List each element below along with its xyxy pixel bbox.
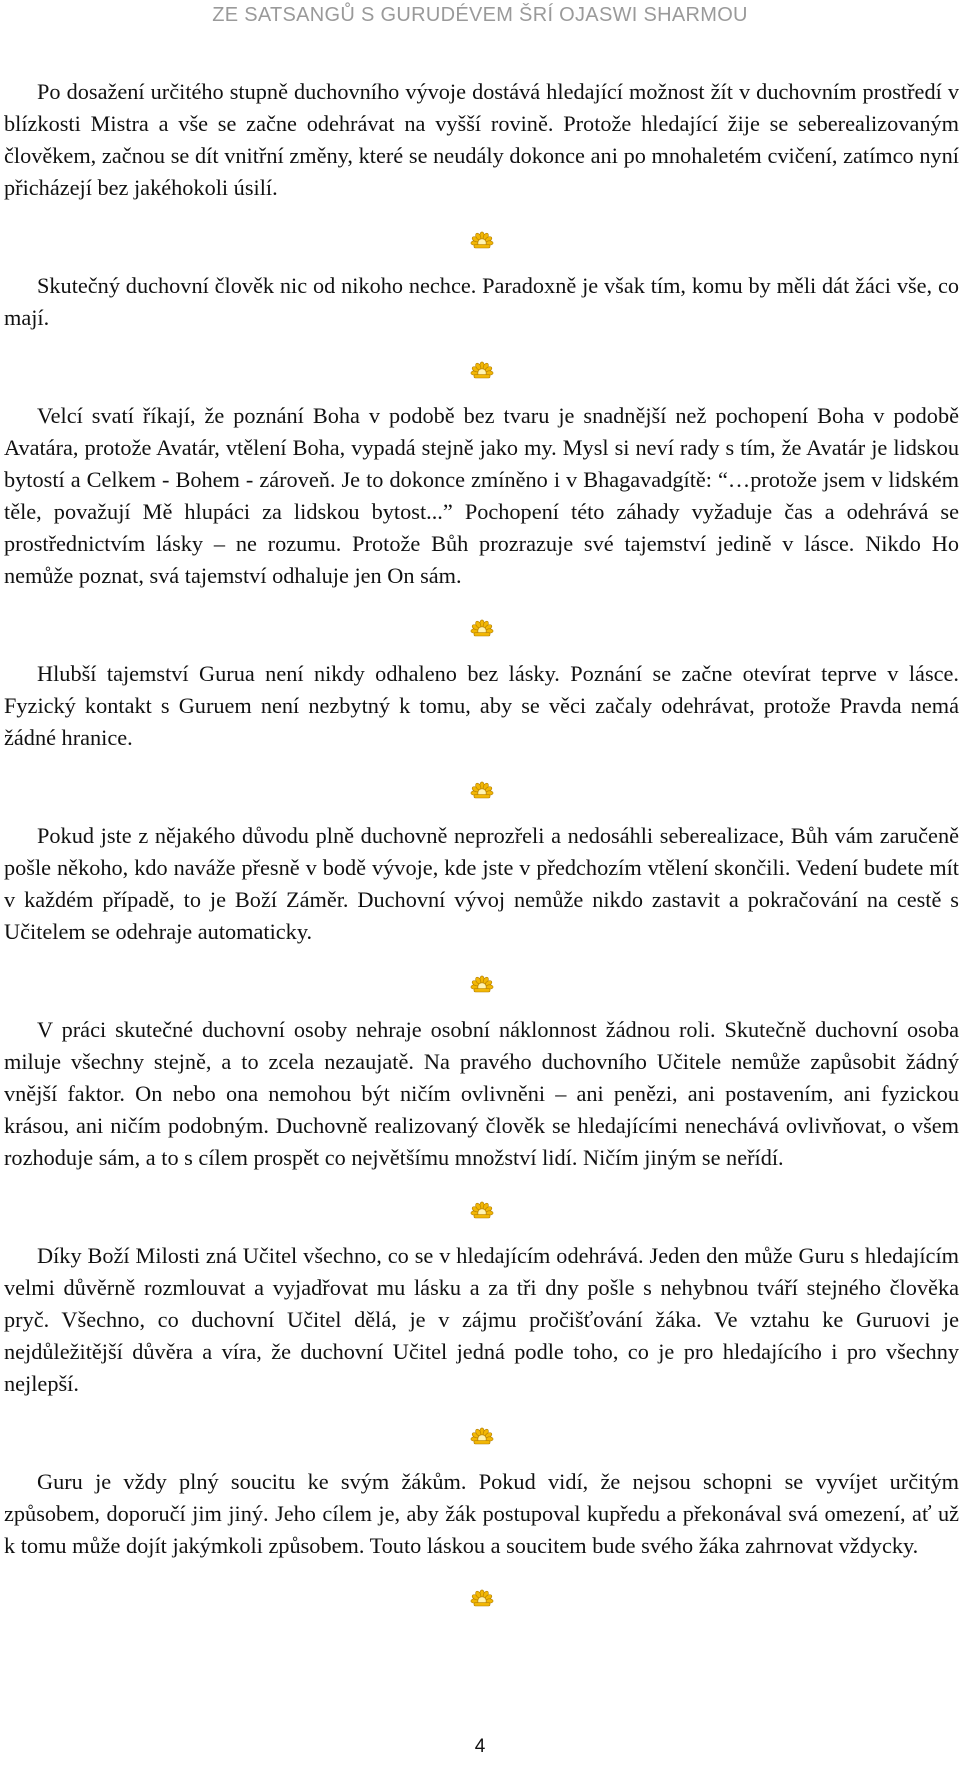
ornament-divider (4, 592, 959, 658)
lotus-sun-icon (467, 224, 497, 250)
ornament-divider (4, 1562, 959, 1628)
lotus-sun-icon (467, 1420, 497, 1446)
document-body (4, 76, 959, 1628)
ornament-divider (4, 1174, 959, 1240)
paragraph-5: Pokud jste z nějakého důvodu plně duchovně neprozřeli a nedosáhli seberealizace, Bůh vám zaručeně pošle někoho, kdo naváže přesně v bodě vývoje, kde jste v předchozím vtělení skončili. Vedení budete mít v každém případě, to je Boží Záměr. Duchovní vývoj nemůže nikdo zastavit a pokračování na cestě s Učitelem se odehraje automaticky. (4, 823, 959, 944)
lotus-sun-icon (467, 354, 497, 380)
paragraph-3: Velcí svatí říkají, že poznání Boha v podobě bez tvaru je snadnější než pochopení Boha v podobě Avatára, protože Avatár, vtělení Boha, vypadá stejně jako my. Mysl si neví rady s tím, že Avatár je lidskou bytostí a Celkem - Bohem - zároveň. Je to dokonce zmíněno i v Bhagavadgítě: “…protože jsem v lidském těle, považují Mě hlupáci za lidskou bytost...” Pochopení této záhady vyžaduje čas a odehrává se prostřednictvím lásky – ne rozumu. Protože Bůh prozrazuje své tajemství jedině v lásce. Nikdo Ho nemůže poznat, svá tajemství odhaluje jen On sám. (4, 403, 959, 588)
lotus-sun-icon (467, 612, 497, 638)
paragraph-4: Hlubší tajemství Gurua není nikdy odhaleno bez lásky. Poznání se začne otevírat teprve v lásce. Fyzický kontakt s Guruem není nezbytný k tomu, aby se věci začaly odehrávat, protože Pravda nemá žádné hranice. (4, 661, 959, 750)
paragraph-8: Guru je vždy plný soucitu ke svým žákům. Pokud vidí, že nejsou schopni se vyvíjet určitým způsobem, doporučí jim jiný. Jeho cílem je, aby žák postupoval kupředu a překonával svá omezení, ať už k tomu může dojít jakýmkoli způsobem. Touto láskou a soucitem bude svého žáka zahrnovat vždycky. (4, 1469, 959, 1558)
ornament-divider (4, 948, 959, 1014)
ornament-divider (4, 204, 959, 270)
running-header: ZE SATSANGŮ S GURUDÉVEM ŠRÍ OJASWI SHARMOU (212, 4, 748, 26)
lotus-sun-icon (467, 968, 497, 994)
lotus-sun-icon (467, 774, 497, 800)
lotus-sun-icon (467, 1582, 497, 1608)
page-number: 4 (474, 1736, 486, 1757)
lotus-sun-icon (467, 1194, 497, 1220)
paragraph-2: Skutečný duchovní člověk nic od nikoho nechce. Paradoxně je však tím, komu by měli dát žáci vše, co mají. (4, 273, 959, 330)
ornament-divider (4, 1400, 959, 1466)
ornament-divider (4, 754, 959, 820)
paragraph-6: V práci skutečné duchovní osoby nehraje osobní náklonnost žádnou roli. Skutečně duchovní osoba miluje všechny stejně, a to zcela nezaujatě. Na pravého duchovního Učitele nemůže zapůsobit žádný vnější faktor. On nebo ona nemohou být ničím ovlivněni – ani penězi, ani postavením, ani fyzickou krásou, ani ničím podobným. Duchovně realizovaný člověk se hledajícími nenechává ovlivňovat, o všem rozhoduje sám, a to s cílem prospět co největšímu množství lidí. Ničím jiným se neřídí. (4, 1017, 959, 1170)
paragraph-1: Po dosažení určitého stupně duchovního vývoje dostává hledající možnost žít v duchovním prostředí v blízkosti Mistra a vše se začne odehrávat na vyšší rovině. Protože hledající žije se seberealizovaným člověkem, začnou se dít vnitřní změny, které se neudály dokonce ani po mnohaletém cvičení, zatímco nyní přicházejí bez jakéhokoli úsilí. (4, 79, 959, 200)
ornament-divider (4, 334, 959, 400)
paragraph-7: Díky Boží Milosti zná Učitel všechno, co se v hledajícím odehrává. Jeden den může Guru s hledajícím velmi důvěrně rozmlouvat a vyjadřovat mu lásku a za tři dny pošle s nehybnou tváří stejného člověka pryč. Všechno, co duchovní Učitel dělá, je v zájmu pročišťování žáka. Ve vztahu ke Guruovi je nejdůležitější důvěra a víra, že duchovní Učitel jedná podle toho, co je pro hledajícího i pro všechny nejlepší. (4, 1243, 959, 1396)
